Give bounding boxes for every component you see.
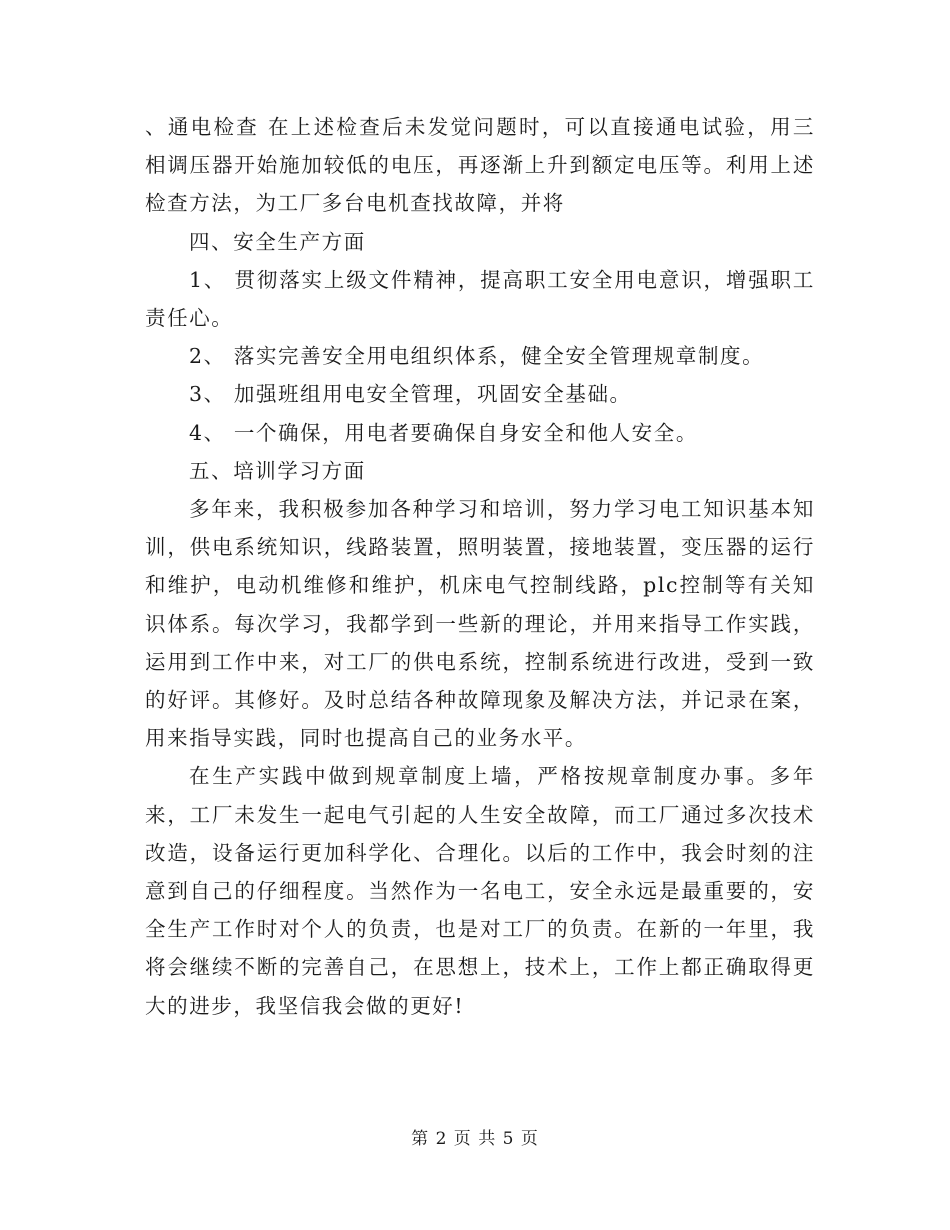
list-item-safety-2: 2、 落实完善安全用电组织体系，健全安全管理规章制度。 (189, 344, 765, 369)
list-item-safety-4: 4、 一个确保，用电者要确保自身安全和他人安全。 (189, 420, 698, 445)
paragraph-training: 多年来，我积极参加各种学习和培训，努力学习电工知识基本知训，供电系统知识，线路装置，照明装置，接地装置，变压器的运行和维护，电动机维修和维护，机床电气控制线路，plc控制等有关知识体系。每次学习，我都学到一些新的理论，并用来指导工作实践，运用到工作中来，对工厂的供电系统，控制系统进行改进，受到一致的好评。其修好。及时总结各种故障现象及解决方法，并记录在案，用来指导实践，同时也提高自己的业务水平。 (145, 497, 815, 751)
heading-safety-production: 四、安全生产方面 (189, 229, 366, 254)
heading-training: 五、培训学习方面 (189, 458, 366, 483)
list-item-safety-3: 3、 加强班组用电安全管理，巩固安全基础。 (189, 382, 632, 407)
list-item-safety-1: 1、 贯彻落实上级文件精神，提高职工安全用电意识，增强职工责任心。 (145, 267, 815, 331)
paragraph-power-on-check: 、通电检查 在上述检查后未发觉问题时，可以直接通电试验，用三相调压器开始施加较低的电压，再逐渐上升到额定电压等。利用上述检查方法，为工厂多台电机查找故障，并将 (145, 115, 815, 216)
document-body (145, 108, 815, 1025)
page-number-footer: 第 2 页 共 5 页 (411, 1129, 539, 1149)
paragraph-conclusion: 在生产实践中做到规章制度上墙，严格按规章制度办事。多年来，工厂未发生一起电气引起的人生安全故障，而工厂通过多次技术改造，设备运行更加科学化、合理化。以后的工作中，我会时刻的注意到自己的仔细程度。当然作为一名电工，安全永远是最重要的，安全生产工作时对个人的负责，也是对工厂的负责。在新的一年里，我将会继续不断的完善自己，在思想上，技术上，工作上都正确取得更大的进步，我坚信我会做的更好! (145, 764, 815, 1018)
